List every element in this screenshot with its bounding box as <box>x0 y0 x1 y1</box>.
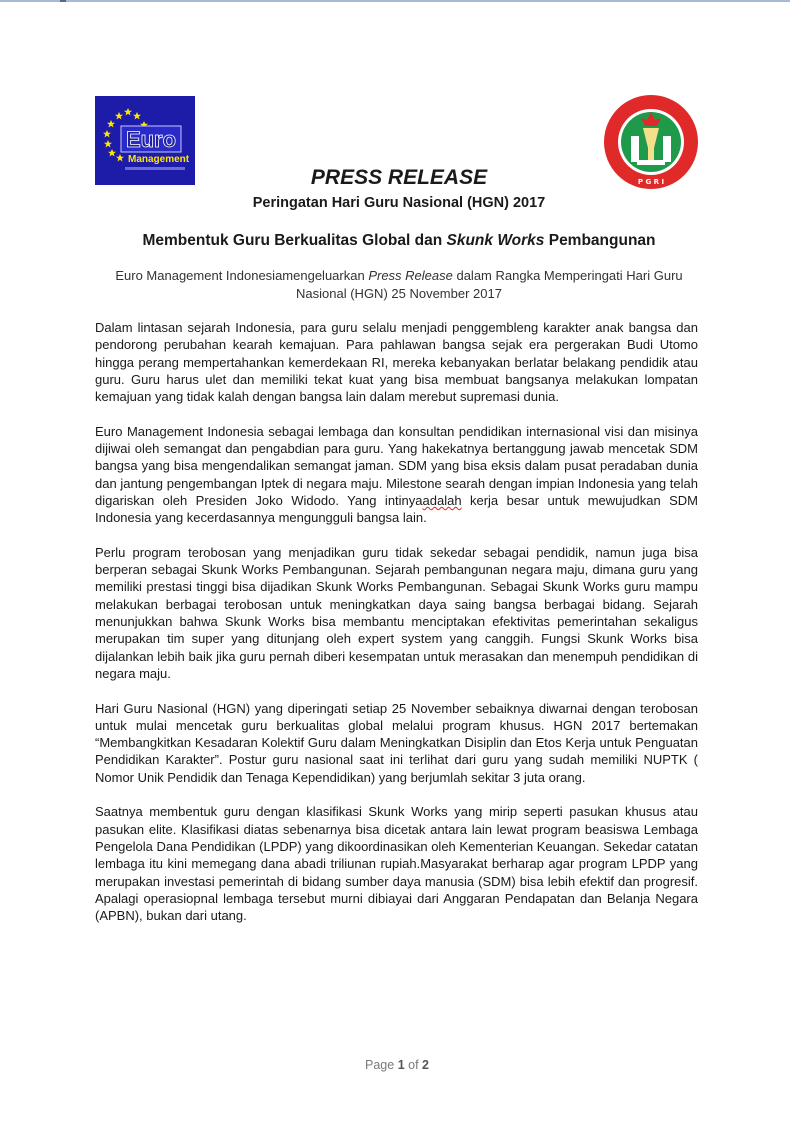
paragraph-5: Saatnya membentuk guru dengan klasifikasi Skunk Works yang mirip seperti pasukan khusus atau pasukan elite. Klasifikasi diatas sebenarnya bisa dicetak antara lain lewat program beasiswa Lembaga Pengelola Dana Pendidikan (LPDP) yang dikoordinasikan oleh Kementerian Keuangan. Sekedar catatan lembaga itu kini memegang dana abadi triliunan rupiah.Masyarakat berharap agar program LPDP yang merupakan investasi pemerintah di bidang sumber daya manusia (SDM) bisa lebih efektif dan progresif. Apalagi operasiopnal lembaga tersebut murni dibiayai dari Anggaran Pendapatan dan Belanja Negara (APBN), bukan dari utang. <box>95 804 698 924</box>
svg-text:Management: Management <box>128 154 190 165</box>
current-page: 1 <box>397 1058 405 1072</box>
intro-text: Euro Management Indonesiamengeluarkan <box>115 268 369 283</box>
intro-italic: Press Release <box>368 268 453 283</box>
total-pages: 2 <box>422 1058 429 1072</box>
paragraph-2-text-end: kerja besar untuk mewujudkan SDM Indonesia yang kecerdasannya mengungguli bangsa lain. <box>95 492 698 526</box>
press-release-subtitle: Peringatan Hari Guru Nasional (HGN) 2017 <box>252 195 546 211</box>
headline-text: Membentuk Guru Berkualitas Global dan <box>142 232 447 249</box>
page-label: Page <box>365 1058 395 1072</box>
svg-text:Euro: Euro <box>125 127 177 152</box>
press-release-headline <box>0 232 790 250</box>
headline-italic: Skunk Works <box>446 232 545 249</box>
spellcheck-underlined-word[interactable]: adalah <box>422 492 462 508</box>
intro-statement <box>95 267 703 303</box>
svg-text:P G R I: P G R I <box>637 178 665 186</box>
paragraph-3: Perlu program terobosan yang menjadikan guru tidak sekedar sebagai pendidik, namun juga bisa berperan sebagai Skunk Works Pembangunan. Sejarah pembangunan negara maju, dimana guru yang memiliki prestasi tinggi bisa dijadikan Skunk Works Pembangunan. Sebagai Skunk Works guru mampu melakukan berbagai terobosan untuk meningkatkan daya saing bangsa berbagai bidang. Sejarah menunjukkan bahwa Skunk Works bisa membantu menciptakan efektivitas pemerintahan sekaligus merupakan tim super yang ditunjang oleh expert system yang canggih. Fungsi Skunk Works bisa dijalankan lebih baik jika guru pernah diberi kesempatan untuk merasakan dan menempuh pendidikan di negara maju. <box>95 544 698 681</box>
page-number-footer <box>0 1058 790 1072</box>
of-label: of <box>408 1058 419 1072</box>
window-top-marker <box>60 0 66 2</box>
paragraph-2-text: Euro Management Indonesia sebagai lembaga dan konsultan pendidikan internasional visi dan misinya dijiwai oleh semangat dan pengabdian para guru. Yang hakekatnya bertanggung jawab mencetak SDM bangsa yang bisa mengendalikan semangat jaman. SDM yang bisa eksis dalam pusat peradaban dunia dan jantung pengembangan Iptek di negara maju. Milestone searah dengan impian Indonesia yang telah digariskan oleh Presiden Joko Widodo. Yang intinya <box>95 423 698 508</box>
paragraph-4: Hari Guru Nasional (HGN) yang diperingati setiap 25 November sebaiknya diwarnai dengan terobosan untuk mulai mencetak guru berkualitas global melalui program khusus. HGN 2017 bertemakan “Membangkitkan Kesadaran Kolektif Guru dalam Meningkatkan Disiplin dan Etos Kerja untuk Penguatan Pendidikan Karakter”. Postur guru nasional saat ini terlihat dari guru yang sudah memiliki NUPTK ( Nomor Unik Pendidik dan Tenaga Kependidikan) yang berjumlah sekitar 3 juta orang. <box>95 700 698 785</box>
intro-text-end: dalam Rangka Memperingati Hari Guru Nasional (HGN) 25 November 2017 <box>296 268 683 301</box>
paragraph-2 <box>95 423 698 527</box>
document-body <box>95 319 698 942</box>
headline-text-end: Pembangunan <box>544 232 656 249</box>
press-release-title: PRESS RELEASE <box>310 166 488 189</box>
paragraph-1: Dalam lintasan sejarah Indonesia, para guru selalu menjadi penggembleng karakter anak bangsa dan pendorong perubahan kearah kemajuan. Para pahlawan bangsa sejak era pergerakan Budi Utomo hingga perang mempertahankan kemerdekaan RI, mereka kebanyakan berlatar belakang pendidik atau guru. Guru harus ulet dan memiliki tekat kuat yang bisa membuat bangsanya melakukan lompatan kemajuan yang tidak kalah dengan bangsa lain dalam merebut supremasi dunia. <box>95 320 698 405</box>
window-top-border <box>0 0 790 2</box>
